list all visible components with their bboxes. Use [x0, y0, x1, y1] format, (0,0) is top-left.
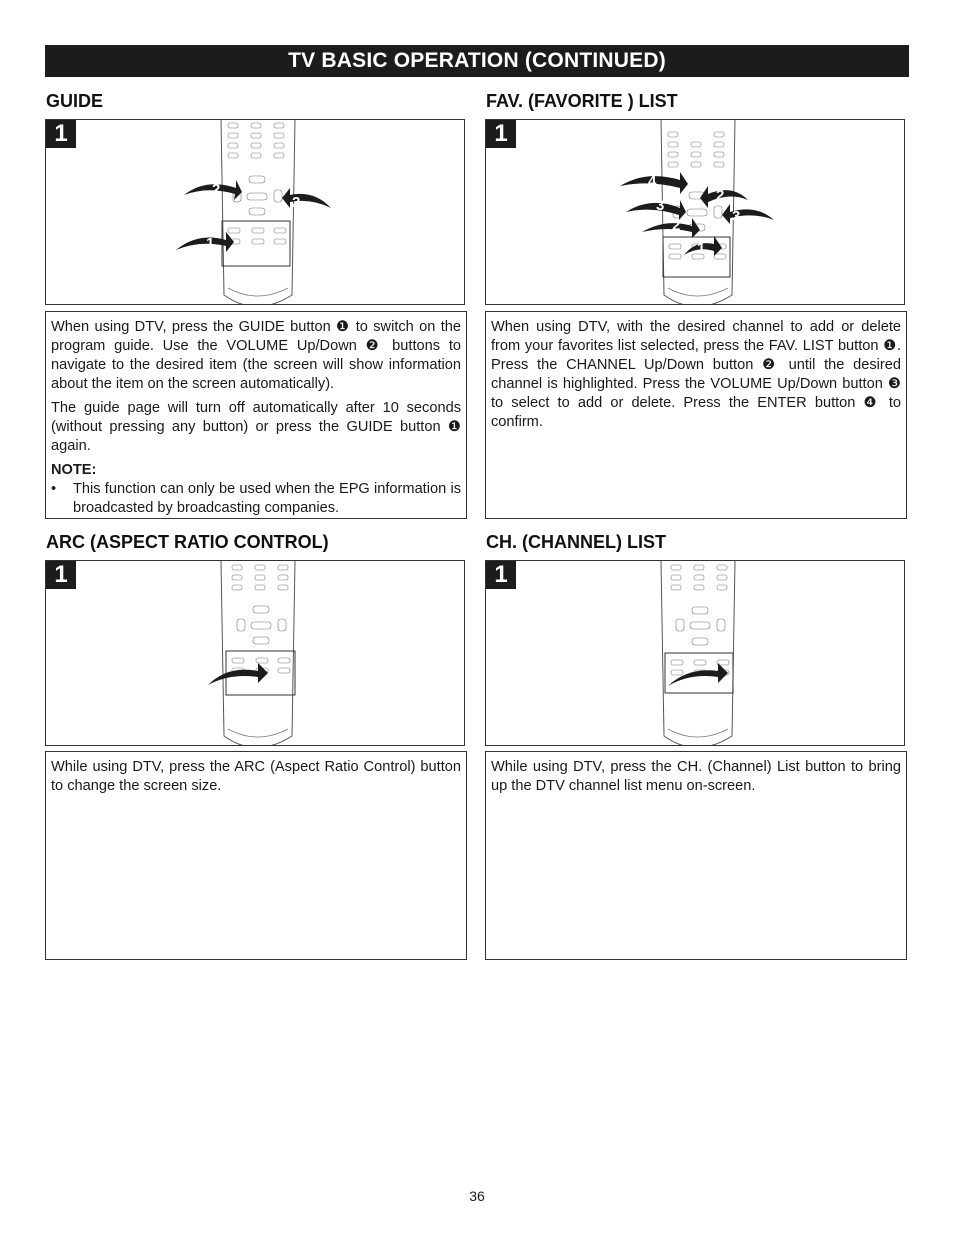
fav-textbox [485, 311, 907, 519]
arc-figure [45, 560, 465, 746]
guide-remote-illustration [46, 120, 465, 305]
fav-step-badge: 1 [486, 120, 516, 148]
guide-note-heading: NOTE: [51, 462, 97, 478]
fav-callout-4: 4 [648, 173, 657, 190]
chlist-figure [485, 560, 905, 746]
fav-callout-3-left: 3 [656, 197, 665, 214]
guide-para2: The guide page will turn off automatically after 10 seconds (without pressing any button) or press the GUIDE button ❶ again. [51, 400, 461, 454]
guide-note-item [51, 480, 461, 518]
guide-figure [45, 119, 465, 305]
fav-callout-2-right: 2 [716, 187, 725, 204]
page-title: TV BASIC OPERATION (CONTINUED) [45, 45, 909, 77]
guide-heading: GUIDE [46, 91, 104, 111]
guide-callout-2-right: 2 [292, 194, 301, 211]
fav-callout-3-right: 3 [732, 208, 741, 225]
chlist-step-badge: 1 [486, 561, 516, 589]
fav-para1: When using DTV, with the desired channel to add or delete from your favorites list selected, press the FAV. LIST button ❶. Press the CHANNEL Up/Down button ❷ until the desired channel is highlighted. Press the VOLUME Up/Down button ❸ to select to add or delete. Press the ENTER button ❹ to confirm. [491, 319, 901, 430]
guide-callout-2-left: 2 [212, 181, 221, 198]
guide-para1: When using DTV, press the GUIDE button ❶ to switch on the program guide. Use the VOLUME Up/Down ❷ buttons to navigate to the desired item (the screen will show information about the item on the screen automatically). [51, 319, 461, 392]
page-number: 36 [469, 1188, 485, 1204]
fav-figure [485, 119, 905, 305]
fav-callout-2-left: 2 [672, 217, 681, 234]
arc-remote-illustration [46, 561, 465, 746]
guide-textbox [45, 311, 467, 519]
guide-step-badge: 1 [46, 120, 76, 148]
fav-remote-illustration [486, 120, 905, 305]
arc-para1: While using DTV, press the ARC (Aspect Ratio Control) button to change the screen size. [51, 759, 461, 794]
chlist-heading: CH. (CHANNEL) LIST [486, 532, 666, 552]
arc-heading: ARC (ASPECT RATIO CONTROL) [46, 532, 329, 552]
guide-note-bullet: • [51, 481, 57, 497]
fav-heading: FAV. (FAVORITE ) LIST [486, 91, 678, 111]
chlist-remote-illustration [486, 561, 905, 746]
arc-textbox [45, 751, 467, 960]
guide-callout-1: 1 [206, 235, 215, 252]
chlist-para1: While using DTV, press the CH. (Channel) List button to bring up the DTV channel list menu on-screen. [491, 759, 901, 794]
fav-callout-1: 1 [697, 240, 706, 257]
chlist-textbox [485, 751, 907, 960]
arc-step-badge: 1 [46, 561, 76, 589]
guide-note-text: This function can only be used when the EPG information is broadcasted by broadcasting companies. [73, 481, 461, 516]
